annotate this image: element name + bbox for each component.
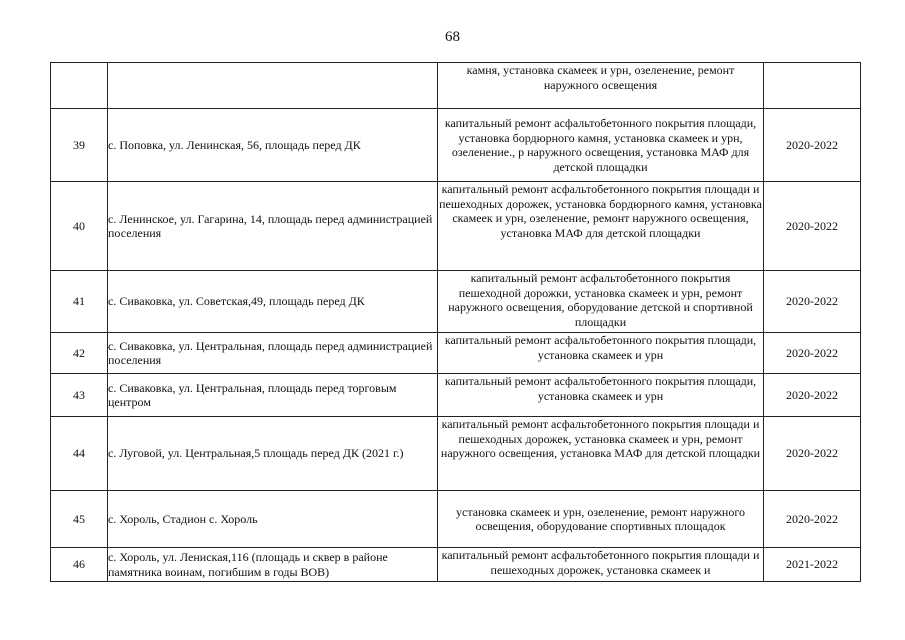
page-number: 68 (445, 29, 460, 45)
table-row (51, 271, 861, 333)
row-address: с. Сиваковка, ул. Центральная, площадь перед администрацией поселения (108, 333, 438, 374)
row-number: 46 (51, 548, 108, 582)
table-row (51, 333, 861, 374)
row-works: капитальный ремонт асфальтобетонного покрытия пешеходной дорожки, установка скамеек и урн, ремонт наружного освещения, оборудование детской и спортивной площадки (438, 271, 764, 333)
row-number: 40 (51, 182, 108, 271)
table-row (51, 491, 861, 548)
row-period: 2020-2022 (764, 333, 861, 374)
row-works: капитальный ремонт асфальтобетонного покрытия площади, установка скамеек и урн (438, 374, 764, 417)
row-number: 45 (51, 491, 108, 548)
row-address: с. Луговой, ул. Центральная,5 площадь перед ДК (2021 г.) (108, 417, 438, 491)
row-number: 44 (51, 417, 108, 491)
row-period: 2020-2022 (764, 109, 861, 182)
row-works: камня, установка скамеек и урн, озеленение, ремонт наружного освещения (438, 63, 764, 109)
table-row (51, 109, 861, 182)
row-number (51, 63, 108, 109)
row-period: 2021-2022 (764, 548, 861, 582)
row-address (108, 63, 438, 109)
row-works: капитальный ремонт асфальтобетонного покрытия площади, установка бордюрного камня, установка скамеек и урн, озеленение., р наружного освещения, установка МАФ для детской площадки (438, 109, 764, 182)
works-table (50, 62, 861, 582)
row-address: с. Сиваковка, ул. Советская,49, площадь перед ДК (108, 271, 438, 333)
table-row (51, 417, 861, 491)
row-number: 43 (51, 374, 108, 417)
row-period: 2020-2022 (764, 374, 861, 417)
row-address: с. Сиваковка, ул. Центральная, площадь перед торговым центром (108, 374, 438, 417)
row-works: капитальный ремонт асфальтобетонного покрытия площади и пешеходных дорожек, установка скамеек и урн, ремонт наружного освещения, установка МАФ для детской площадки (438, 417, 764, 491)
row-period: 2020-2022 (764, 271, 861, 333)
row-works: установка скамеек и урн, озеленение, ремонт наружного освещения, оборудование спортивных площадок (438, 491, 764, 548)
row-works: капитальный ремонт асфальтобетонного покрытия площади и пешеходных дорожек, установка скамеек и (438, 548, 764, 582)
row-works: капитальный ремонт асфальтобетонного покрытия площади и пешеходных дорожек, установка бордюрного камня, установка скамеек и урн, озеленение, ремонт наружного освещения, установка МАФ для детской площадки (438, 182, 764, 271)
row-address: с. Поповка, ул. Ленинская, 56, площадь перед ДК (108, 109, 438, 182)
row-address: с. Ленинское, ул. Гагарина, 14, площадь перед администрацией поселения (108, 182, 438, 271)
row-address: с. Хороль, ул. Лениская,116 (площадь и сквер в районе памятника воинам, погибшим в годы ВОВ) (108, 548, 438, 582)
table-row (51, 548, 861, 582)
row-address: с. Хороль, Стадион с. Хороль (108, 491, 438, 548)
row-works: капитальный ремонт асфальтобетонного покрытия площади, установка скамеек и урн (438, 333, 764, 374)
row-period: 2020-2022 (764, 417, 861, 491)
row-period (764, 63, 861, 109)
row-number: 39 (51, 109, 108, 182)
table-row (51, 63, 861, 109)
row-number: 42 (51, 333, 108, 374)
table-row (51, 182, 861, 271)
row-period: 2020-2022 (764, 491, 861, 548)
table-row (51, 374, 861, 417)
row-period: 2020-2022 (764, 182, 861, 271)
row-number: 41 (51, 271, 108, 333)
